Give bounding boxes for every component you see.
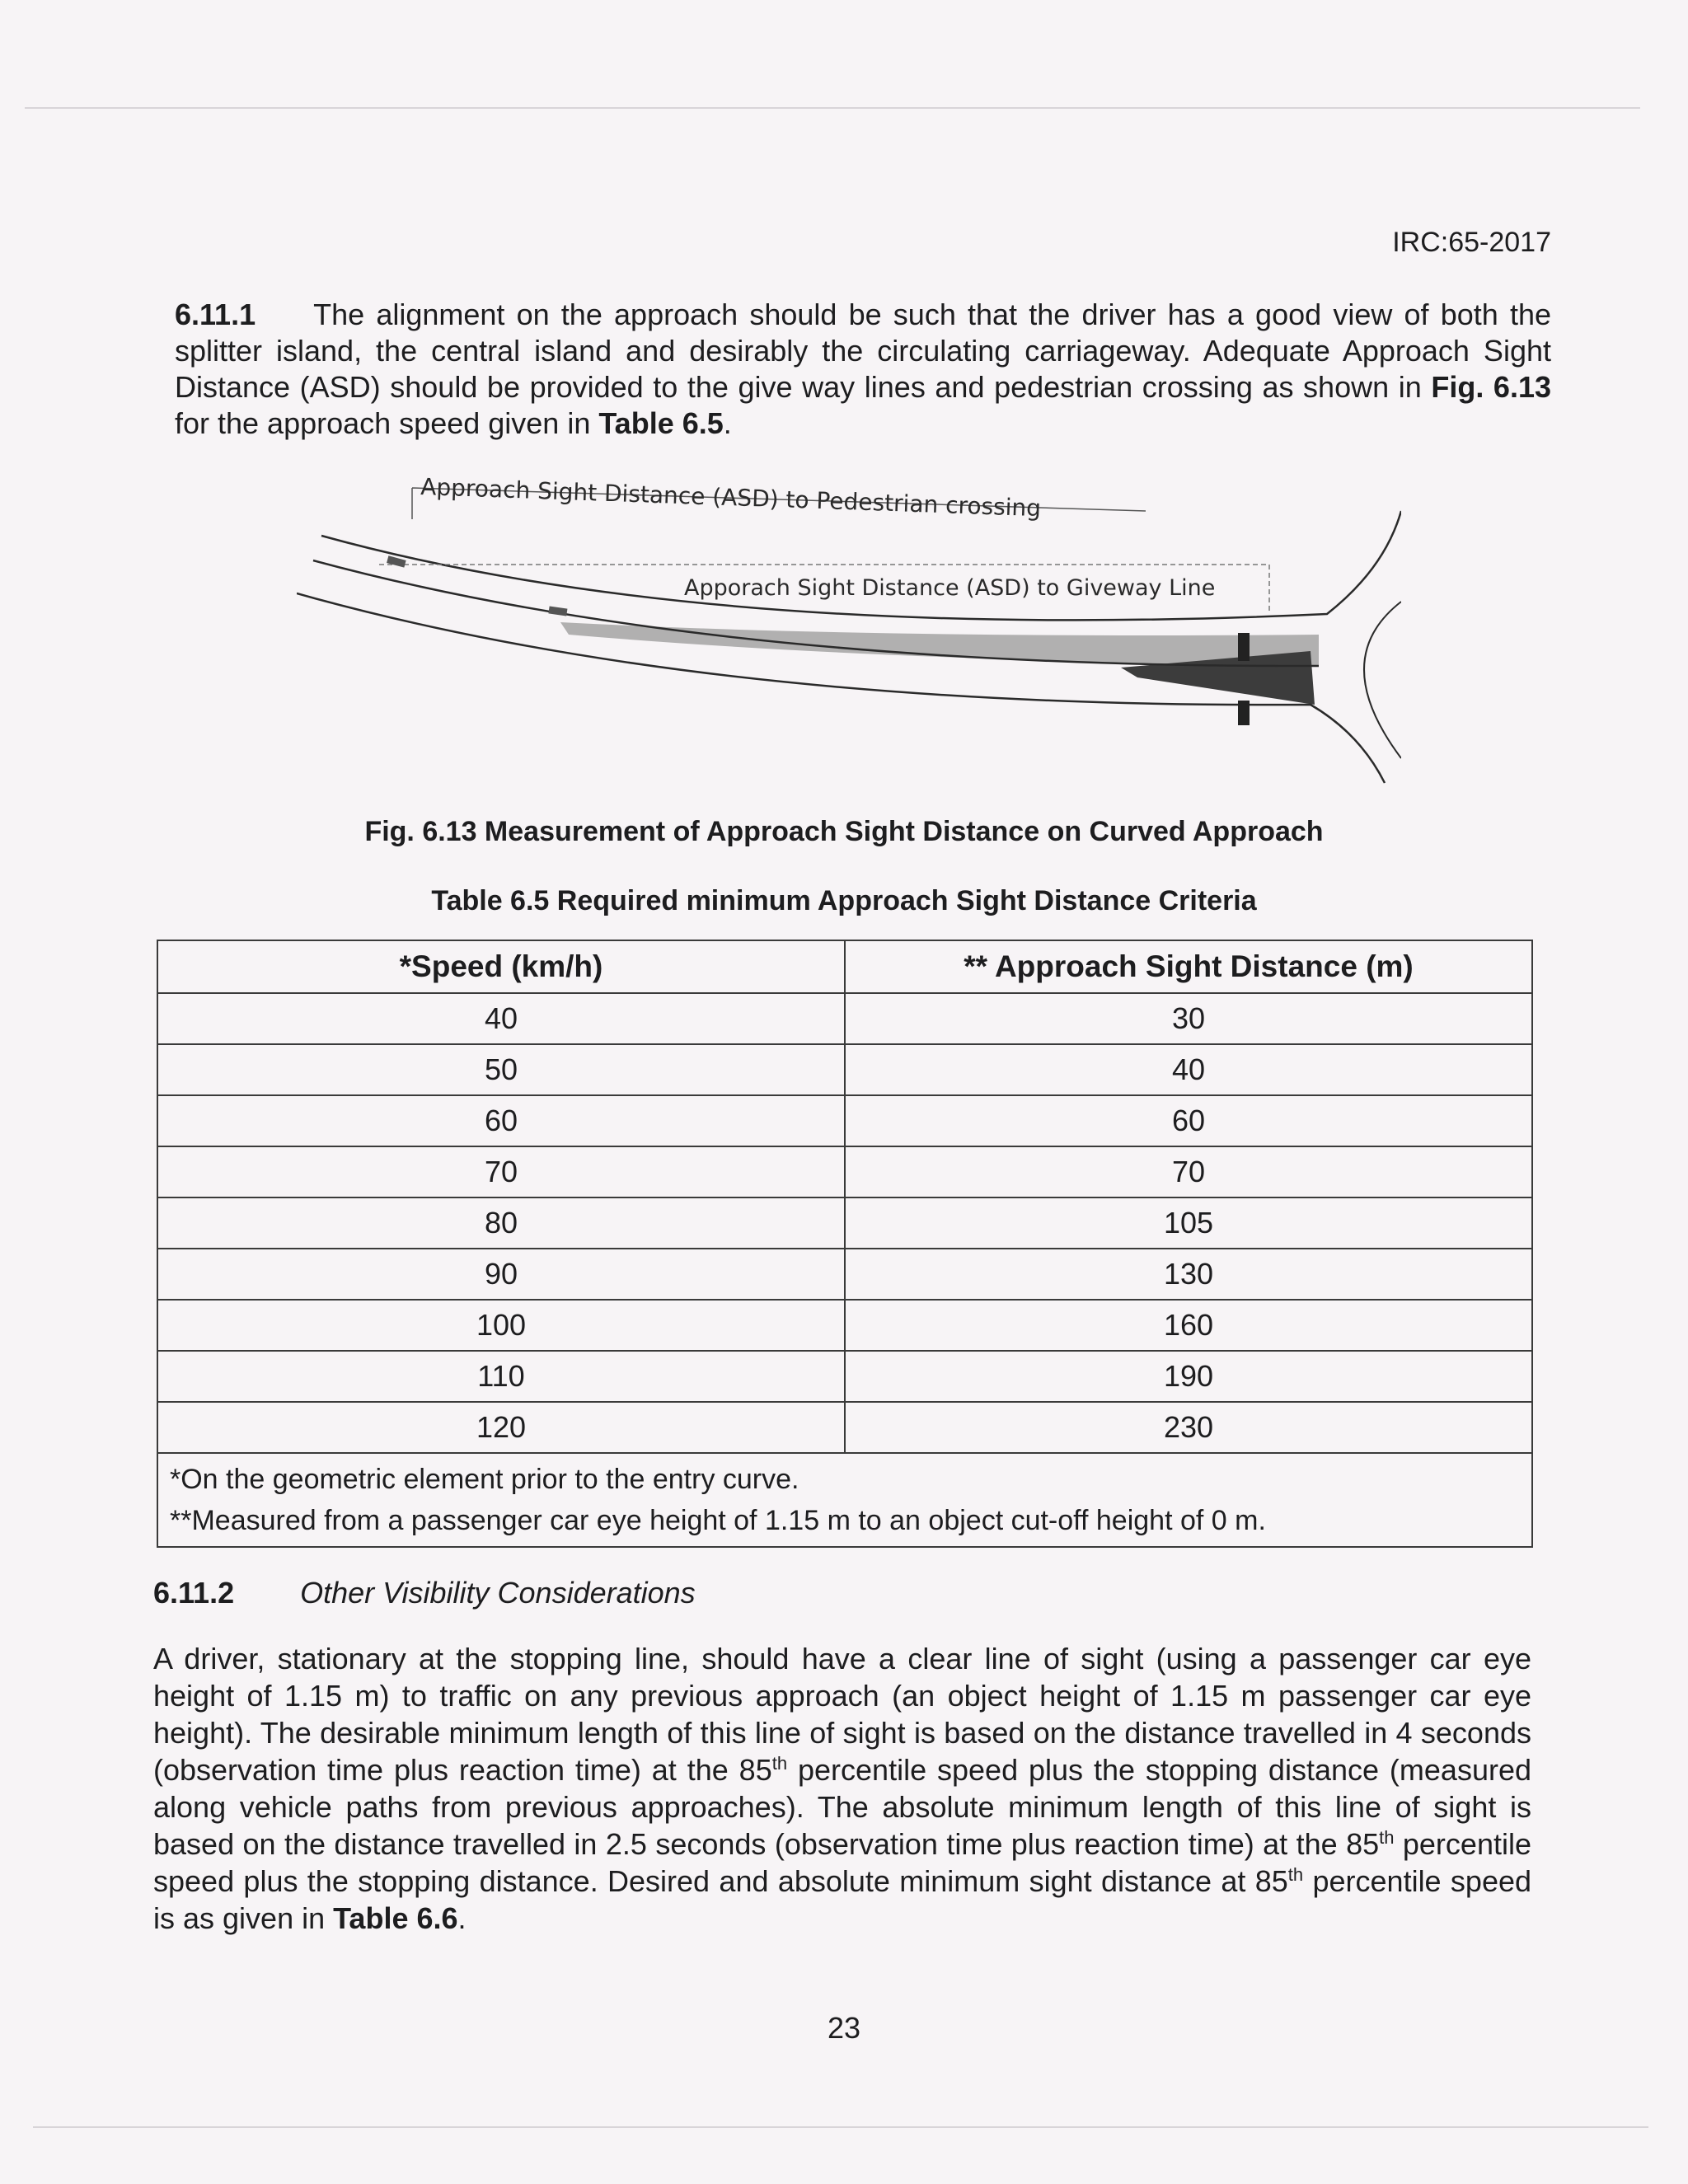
table-header-row: [157, 940, 1532, 993]
table-row: [157, 1095, 1532, 1146]
table-row: [157, 1351, 1532, 1402]
table-row: [157, 993, 1532, 1044]
table-reference: Table 6.5: [598, 406, 724, 440]
figure-caption: Fig. 6.13 Measurement of Approach Sight Distance on Curved Approach: [364, 816, 1324, 847]
top-rule: [25, 107, 1640, 109]
header-speed: *Speed (km/h): [157, 940, 845, 993]
table-note-1: *On the geometric element prior to the entry curve.: [170, 1464, 799, 1495]
table-row: [157, 1402, 1532, 1453]
figure-reference: Fig. 6.13: [1431, 370, 1551, 404]
speed-cell: 120: [157, 1402, 845, 1453]
speed-cell: 100: [157, 1300, 845, 1351]
approach-sight-distance-figure: [297, 470, 1401, 799]
bottom-rule: [33, 2126, 1648, 2128]
asd-cell: 230: [845, 1402, 1532, 1453]
table-notes-row: [157, 1453, 1532, 1547]
table-row: [157, 1249, 1532, 1300]
speed-cell: 80: [157, 1197, 845, 1249]
table-note-2: **Measured from a passenger car eye height of 1.15 m to an object cut-off height of 0 m.: [170, 1505, 1266, 1536]
label-asd-giveway: Apporach Sight Distance (ASD) to Giveway Line: [684, 575, 1216, 601]
paragraph-6-11-1: 6.11.1 The alignment on the approach should be such that the driver has a good view of both the splitter island, the central island and desirably the circulating carriageway. Adequate Approach Sight Distance (ASD) should be provided to the give way lines and pedestrian crossing as shown in Fig. 6.13 for the approach speed given in Table 6.5.: [175, 298, 1551, 440]
document-code: IRC:65-2017: [1392, 227, 1551, 258]
paragraph-6-11-2: A driver, stationary at the stopping line, should have a clear line of sight (using a passenger car eye height of 1.15 m) to traffic on any previous approach (an object height of 1.15 m passenger car eye height). The desirable minimum length of this line of sight is based on the distance travelled in 4 seconds (observation time plus reaction time) at the 85th percentile speed plus the stopping distance (measured along vehicle paths from previous approaches). The absolute minimum length of this line of sight is based on the distance travelled in 2.5 seconds (observation time plus reaction time) at the 85th percentile speed plus the stopping distance. Desired and absolute minimum sight distance at 85th percentile speed is as given in Table 6.6.: [153, 1642, 1532, 1935]
asd-criteria-table: [157, 940, 1533, 1548]
speed-cell: 40: [157, 993, 845, 1044]
asd-cell: 40: [845, 1044, 1532, 1095]
vehicle-1: [387, 555, 406, 567]
road-edge-outer: [321, 511, 1401, 620]
speed-cell: 110: [157, 1351, 845, 1402]
table-row: [157, 1044, 1532, 1095]
asd-cell: 60: [845, 1095, 1532, 1146]
asd-cell: 130: [845, 1249, 1532, 1300]
asd-cell: 105: [845, 1197, 1532, 1249]
giveway-line-marking: [1238, 633, 1250, 661]
speed-cell: 90: [157, 1249, 845, 1300]
label-asd-pedestrian: Approach Sight Distance (ASD) to Pedestrian crossing: [420, 473, 1042, 523]
table-row: [157, 1300, 1532, 1351]
speed-cell: 70: [157, 1146, 845, 1197]
asd-cell: 30: [845, 993, 1532, 1044]
table-reference: Table 6.6: [333, 1901, 458, 1935]
table-row: [157, 1146, 1532, 1197]
speed-cell: 60: [157, 1095, 845, 1146]
section-title: Other Visibility Considerations: [300, 1576, 696, 1610]
asd-cell: 160: [845, 1300, 1532, 1351]
asd-cell: 190: [845, 1351, 1532, 1402]
vehicle-2: [548, 607, 567, 616]
table-notes: [157, 1453, 1532, 1547]
pedestrian-crossing-marking: [1238, 701, 1250, 725]
table-row: [157, 1197, 1532, 1249]
header-asd: ** Approach Sight Distance (m): [845, 940, 1532, 993]
circulating-curve: [1364, 602, 1401, 758]
page-number: 23: [827, 2011, 861, 2045]
section-number: 6.11.1: [175, 298, 256, 331]
speed-cell: 50: [157, 1044, 845, 1095]
sight-area-shading: [560, 622, 1319, 666]
asd-cell: 70: [845, 1146, 1532, 1197]
section-number: 6.11.2: [153, 1576, 235, 1610]
table-caption: Table 6.5 Required minimum Approach Sight Distance Criteria: [431, 885, 1257, 916]
section-6-11-2-heading: [153, 1576, 696, 1610]
